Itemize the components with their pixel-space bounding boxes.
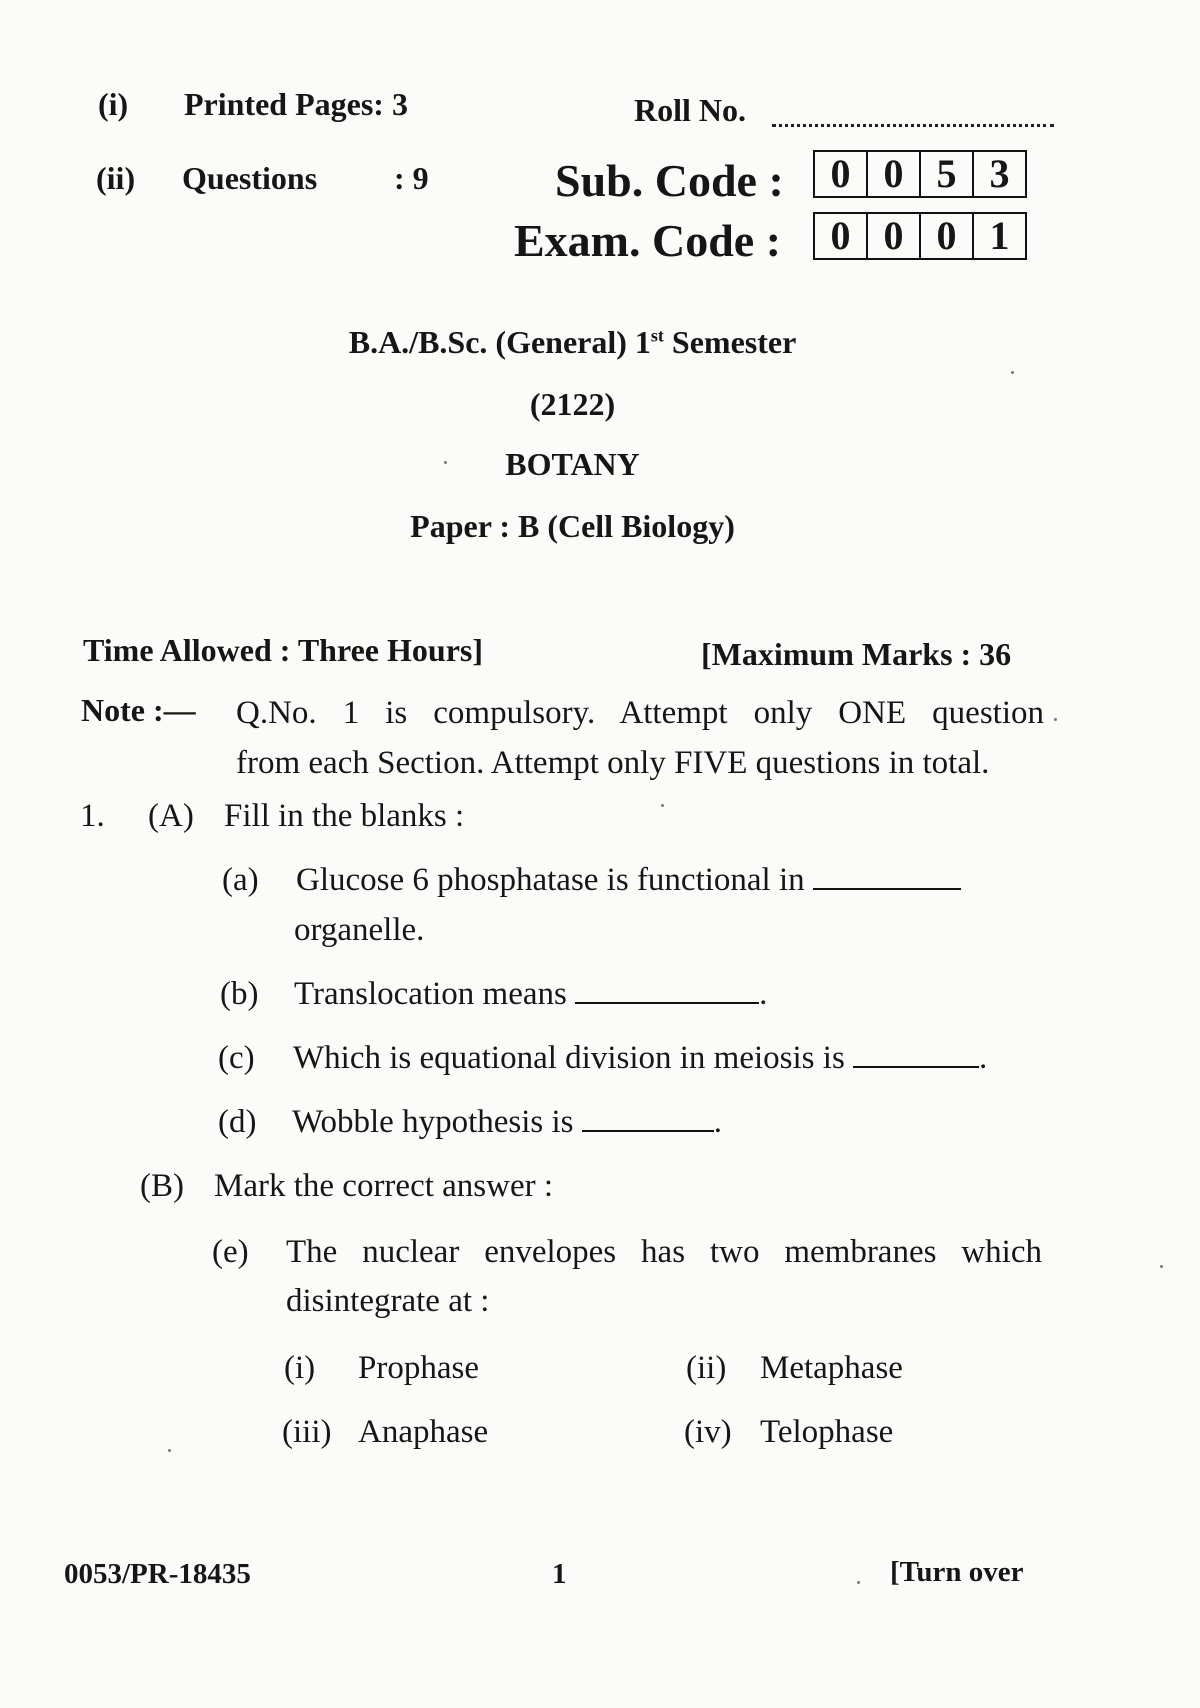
printed-pages-number: (i) xyxy=(98,86,129,122)
item-e-text: The nuclear envelopes has two membranes which xyxy=(286,1234,1042,1270)
roll-no-label: Roll No. xyxy=(634,92,746,128)
time-allowed: Time Allowed : Three Hours] xyxy=(83,632,483,668)
scan-speck xyxy=(444,461,447,464)
item-e-label: (e) xyxy=(212,1234,249,1270)
turn-over: [Turn over xyxy=(890,1556,1024,1588)
exam-code-digit: 0 xyxy=(921,214,974,258)
sub-code-digit: 0 xyxy=(868,152,921,196)
note-label: Note :— xyxy=(81,692,196,728)
exam-code-label: Exam. Code : xyxy=(514,215,782,266)
item-a-text: Glucose 6 phosphatase is functional in xyxy=(296,862,961,899)
option-text[interactable]: Metaphase xyxy=(760,1350,903,1386)
exam-code-boxes xyxy=(813,212,1027,260)
option-text[interactable]: Prophase xyxy=(358,1350,479,1386)
item-e-text-line2: disintegrate at : xyxy=(286,1283,490,1319)
sub-code-digit: 3 xyxy=(989,151,1010,196)
note-line-2: from each Section. Attempt only FIVE questions in total. xyxy=(236,745,990,781)
printed-pages-text: Printed Pages: 3 xyxy=(184,86,408,122)
scan-speck xyxy=(1054,718,1057,721)
option-label: (iv) xyxy=(684,1414,732,1450)
session-code: (2122) xyxy=(529,386,616,422)
item-a-text-line2: organelle. xyxy=(294,912,425,948)
part-b-title: Mark the correct answer : xyxy=(214,1168,554,1204)
scan-speck xyxy=(1011,371,1014,374)
maximum-marks: [Maximum Marks : 36 xyxy=(701,636,1012,672)
scan-speck xyxy=(1160,1265,1163,1268)
question-number: 1. xyxy=(80,798,105,834)
roll-no-field xyxy=(772,104,1054,127)
option-label: (iii) xyxy=(282,1414,332,1450)
scan-speck xyxy=(857,1581,860,1584)
paper-title: Paper : B (Cell Biology) xyxy=(410,508,735,544)
item-b-text: Translocation means . xyxy=(294,976,768,1012)
part-a-label: (A) xyxy=(148,798,194,834)
item-d-label: (d) xyxy=(218,1104,257,1140)
item-c-label: (c) xyxy=(218,1040,255,1076)
scan-speck xyxy=(168,1449,171,1452)
item-d-text: Wobble hypothesis is . xyxy=(292,1104,722,1140)
paper-code-footer: 0053/PR-18435 xyxy=(64,1558,251,1590)
fill-blank[interactable] xyxy=(575,976,759,1004)
option-label: (ii) xyxy=(686,1350,727,1386)
questions-value: : 9 xyxy=(394,160,429,196)
part-b-label: (B) xyxy=(140,1168,184,1204)
option-label: (i) xyxy=(284,1350,316,1386)
item-c-text: Which is equational division in meiosis is . xyxy=(293,1040,988,1076)
questions-number: (ii) xyxy=(96,160,136,196)
exam-code-digit: 1 xyxy=(989,213,1010,258)
scan-speck xyxy=(661,804,664,807)
fill-blank[interactable] xyxy=(813,862,961,890)
part-a-title: Fill in the blanks : xyxy=(224,798,465,834)
subject-title: BOTANY xyxy=(505,446,640,482)
option-text[interactable]: Anaphase xyxy=(358,1414,489,1450)
fill-blank[interactable] xyxy=(582,1104,714,1132)
sub-code-digit: 0 xyxy=(815,152,868,196)
fill-blank[interactable] xyxy=(853,1040,979,1068)
questions-label: Questions xyxy=(182,160,318,196)
item-b-label: (b) xyxy=(220,976,259,1012)
option-text[interactable]: Telophase xyxy=(760,1414,894,1450)
item-a-label: (a) xyxy=(222,862,259,898)
sub-code-boxes xyxy=(813,150,1027,198)
sub-code-label: Sub. Code : xyxy=(555,155,784,206)
exam-code-digit: 0 xyxy=(815,214,868,258)
note-line-1: Q.No. 1 is compulsory. Attempt only ONE question xyxy=(236,695,1044,731)
sub-code-digit: 5 xyxy=(921,152,974,196)
course-title: B.A./B.Sc. (General) 1st Semester xyxy=(348,324,797,360)
exam-code-digit: 0 xyxy=(868,214,921,258)
page-number: 1 xyxy=(552,1558,567,1590)
